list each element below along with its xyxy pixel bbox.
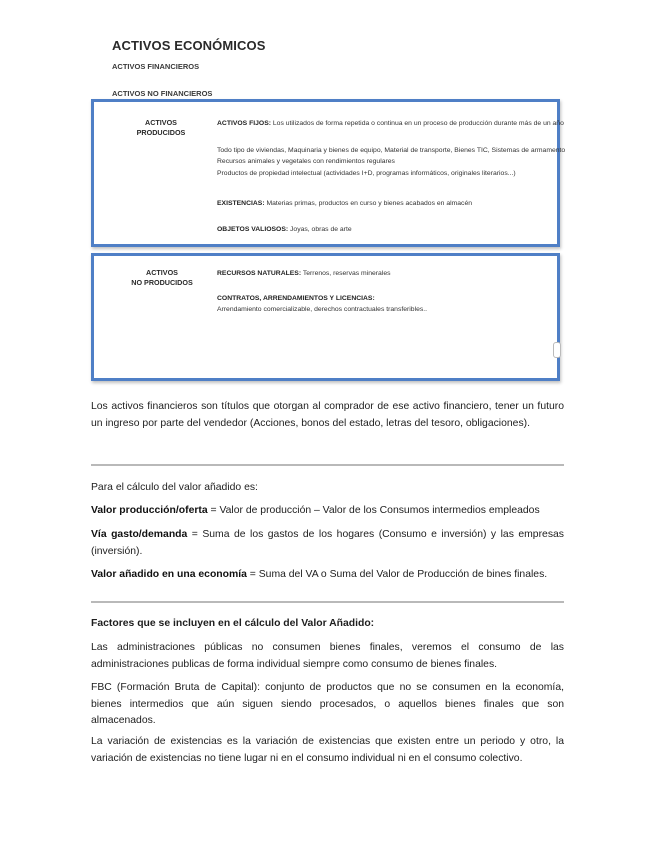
line-detail-2: Recursos animales y vegetales con rendimientos regulares (217, 158, 395, 165)
gasto-label: Vía gasto/demanda (91, 529, 188, 540)
paragraph-variacion: La variación de existencias es la variación de existencias que existen entre un periodo y otro, la variación de existencias no tiene lugar ni en el consumo individual ni en el consumo colectivo. (91, 736, 564, 764)
label-line-1: ACTIVOS (145, 118, 177, 127)
divider-1 (91, 464, 564, 466)
box-label-no-producidos (124, 268, 200, 288)
paragraph-activos-financieros: Los activos financieros son títulos que otorgan al comprador de ese activo financiero, tener un futuro un ingreso por parte del vendedor (Acciones, bonos del estado, letras del tesoro, obligaciones). (91, 401, 564, 429)
label-line-1: ACTIVOS (146, 268, 178, 277)
factores-heading: Factores que se incluyen en el cálculo del Valor Añadido: (91, 618, 375, 629)
paragraph-administraciones: Las administraciones públicas no consumen bienes finales, veremos el consumo de las administraciones publicas de forma individual siempre como consumo de bienes finales. (91, 642, 564, 670)
line-activos-fijos (217, 119, 564, 128)
line-objetos-valiosos (217, 225, 352, 234)
line-contratos-text: Arrendamiento comercializable, derechos contractuales transferibles.. (217, 306, 428, 313)
box-activos-no-producidos (91, 253, 560, 381)
paragraph-fbc: FBC (Formación Bruta de Capital): conjunto de productos que no se consumen en la economía, bienes intermedios que aún siguen siendo procesados, o aquellos bienes finales que son almacenados. (91, 682, 564, 726)
fijos-title: ACTIVOS FIJOS: (217, 120, 272, 127)
line-existencias (217, 199, 472, 208)
scroll-handle (553, 342, 561, 358)
recursos-text: Terrenos, reservas minerales (301, 270, 391, 277)
existencias-title: EXISTENCIAS: (217, 200, 265, 207)
produccion-text: = Valor de producción – Valor de los Consumos intermedios empleados (207, 505, 540, 516)
economia-text: = Suma del VA o Suma del Valor de Producción de bines finales. (246, 569, 548, 580)
divider-2 (91, 601, 564, 603)
gasto-text: = Suma de los gastos de los hogares (Consumo e inversión) y las empresas (inversión). (91, 529, 564, 557)
figure-subtitle-no-financieros: ACTIVOS NO FINANCIEROS (112, 89, 213, 98)
line-detail-1: Todo tipo de viviendas, Maquinaria y bienes de equipo, Material de transporte, Bienes TIC, Sistemas de armamento (217, 147, 566, 154)
figure-subtitle-financieros: ACTIVOS FINANCIEROS (112, 62, 200, 71)
contratos-title: CONTRATOS, ARRENDAMIENTOS Y LICENCIAS: (217, 295, 375, 302)
label-line-2: NO PRODUCIDOS (131, 278, 193, 287)
paragraph-calculo-intro: Para el cálculo del valor añadido es: (91, 482, 258, 493)
box-activos-producidos (91, 99, 566, 247)
paragraph-via-gasto (91, 527, 564, 560)
economia-label: Valor añadido en una economía (91, 569, 247, 580)
figure-title: ACTIVOS ECONÓMICOS (112, 38, 266, 53)
produccion-label: Valor producción/oferta (91, 505, 208, 516)
valiosos-text: Joyas, obras de arte (288, 226, 352, 233)
line-contratos-title (217, 294, 375, 303)
line-detail-3: Productos de propiedad intelectual (actividades I+D, programas informáticos, originales literarios...) (217, 170, 516, 177)
label-line-2: PRODUCIDOS (136, 128, 186, 137)
existencias-text: Materias primas, productos en curso y bienes acabados en almacén (264, 200, 473, 207)
paragraph-valor-produccion (91, 503, 564, 520)
fijos-text: Los utilizados de forma repetida o continua en un proceso de producción durante más de un año (271, 120, 564, 127)
recursos-title: RECURSOS NATURALES: (217, 270, 302, 277)
line-recursos-naturales (217, 269, 391, 278)
valiosos-title: OBJETOS VALIOSOS: (217, 226, 289, 233)
paragraph-valor-economia (91, 567, 564, 584)
box-label-producidos (126, 118, 196, 138)
